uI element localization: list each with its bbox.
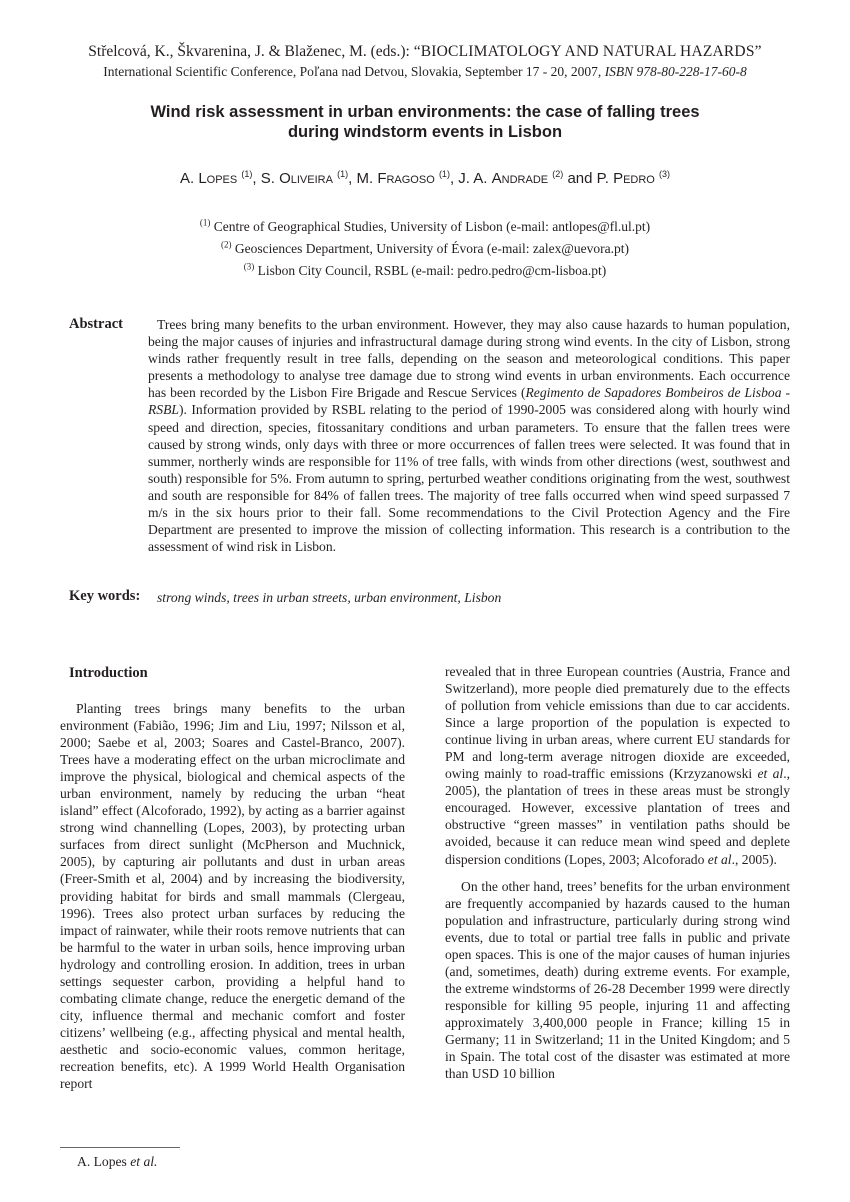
footer-rule (60, 1147, 180, 1148)
conference-title: “BIOCLIMATOLOGY AND NATURAL HAZARDS” (413, 43, 762, 60)
page-footer: A. Lopes et al. (77, 1154, 158, 1169)
author: J. A. Andrade $^{(2)}$ and (458, 169, 597, 187)
running-header-line1 (0, 43, 850, 61)
paper-title (100, 102, 750, 142)
author: S. Oliveira $^{(1)}$, (260, 169, 357, 187)
affiliation-2: $^{(2)}$ Geosciences Department, University of Évora (e-mail: zalex@uevora.pt) (221, 239, 629, 256)
title-line-2: during windstorm events in Lisbon (287, 123, 563, 141)
body-column-left (60, 700, 405, 1092)
affiliation-3: $^{(3)}$ Lisbon City Council, RSBL (e-mail: pedro.pedro@cm-lisboa.pt) (243, 261, 607, 278)
author-list (0, 170, 850, 187)
paragraph: revealed that in three European countries (Austria, France and Switzerland), more people died prematurely due to the effects of pollution from vehicle emissions than due to car accidents. Since a large proportion of the population is expected to continue living in urban areas, where current EU standards for PM and long-term average nitrogen dioxide are exceeded, owing mainly to road-traffic emissions (Krzyzanowski et al., 2005), the plantation of trees in these areas must be strongly encouraged. However, excessive plantation of trees and obstructive “green masses” in ventilation paths should be avoided, because it can reduce mean wind speed and deplete dispersion conditions (Lopes, 2003; Alcoforado et al., 2005). (445, 664, 790, 867)
abstract-label: Abstract (69, 316, 123, 332)
isbn: ISBN 978-80-228-17-60-8 (604, 64, 747, 79)
author: A. Lopes $^{(1)}$, (179, 169, 261, 187)
author: P. Pedro $^{(3)}$ (596, 169, 671, 187)
section-heading-introduction: Introduction (69, 665, 148, 681)
keywords-label: Key words: (69, 588, 141, 604)
author: M. Fragoso $^{(1)}$, (356, 169, 459, 187)
running-header-line2 (0, 64, 850, 80)
affiliation-1: $^{(1)}$ Centre of Geographical Studies, University of Lisbon (e-mail: antlopes@fl.ul.pt) (199, 217, 651, 234)
body-column-right (445, 663, 790, 1082)
keywords-text: strong winds, trees in urban streets, urban environment, Lisbon (157, 590, 502, 605)
abstract-text: Trees bring many benefits to the urban environment. However, they may also cause hazards to human population, being the major causes of injuries and infrastructural damage during strong wind events. In the city of Lisbon, strong winds rather frequently result in tree falls, depending on the season and meteorological conditions. This paper presents a methodology to analyse tree damage due to strong wind events in urban environments. Each occurrence has been recorded by the Lisbon Fire Brigade and Rescue Services (Regimento de Sapadores Bombeiros de Lisboa - RSBL). Information provided by RSBL relating to the period of 1990-2005 was considered along with hourly wind speed and direction, species, fitossanitary conditions and urban parameters. To ensure that the fallen trees were caused by strong winds, only days with three or more occurrences of fallen trees were selected. It was found that in summer, northerly winds are responsible for 11% of tree falls, with winds from other directions (west, southwest and south) responsible for 5%. From autumn to spring, perturbed weather conditions originating from the west, southwest and south are responsible for 84% of fallen trees. The majority of tree falls occurred when wind speed surpassed 7 m/s in the six hours prior to their fall. Some recommendations to the Civil Protection Agency and the Fire Department are presented to improve the mission of collecting information. This research is a contribution to the assessment of wind risk in Lisbon. (148, 317, 791, 555)
paragraph: Planting trees brings many benefits to the urban environment (Fabião, 1996; Jim and Liu, 1997; Nilsson et al, 2000; Saebe et al, 2003; Soares and Castel-Branco, 2007). Trees have a moderating effect on the urban microclimate and improve the physical, biological and chemical aspects of the urban environment, namely by reducing the urban “heat island” effect (Alcoforado, 1992), by acting as a barrier against strong wind channelling (Lopes, 2003), by protecting urban surfaces from direct sunlight (McPherson and Muchnick, 2005), by capturing air pollutants and dust in urban areas (Freer-Smith et al, 2004) and by increasing the biodiversity, providing habitat for birds and small mammals (Clergeau, 1996). Trees also protect urban surfaces by reducing the impact of rainwater, while their roots remove nutrients that can be harmful to the water in urban soils, hence improving urban hydrology and controlling erosion. In addition, trees in urban settings sequester carbon, providing a helpful hand to combating climate change, reduce the energetic demand of the city, influence thermal and mechanic comfort and foster citizens’ wellbeing (e.g., affecting physical and mental health, aesthetic and socio-economic values, common heritage, recreation benefits, etc). A 1999 World Health Organisation report (60, 701, 405, 1092)
paragraph: On the other hand, trees’ benefits for the urban environment are frequently accompanied by hazards caused to the human population and infrastructure, particularly during strong wind events, due to total or partial tree falls in public and private open spaces. This is one of the major causes of human injuries (and, sometimes, death) during extreme events. For example, the extreme windstorms of 26-28 December 1999 were directly responsible for killing 95 people, injuring 11 and affecting approximately 3,400,000 people in France; killing 15 in Germany; 11 in Switzerland; 11 in the United Kingdom; and 5 in Spain. The total cost of the disaster was estimated at more than USD 10 billion (445, 878, 791, 1082)
conference-details: International Scientific Conference, Poľana nad Detvou, Slovakia, September 17 - 20, 2007, (103, 64, 605, 79)
title-line-1: Wind risk assessment in urban environments: the case of falling trees (150, 103, 700, 121)
editors: Střelcová, K., Škvarenina, J. & Blaženec, M. (eds.): (88, 43, 414, 60)
